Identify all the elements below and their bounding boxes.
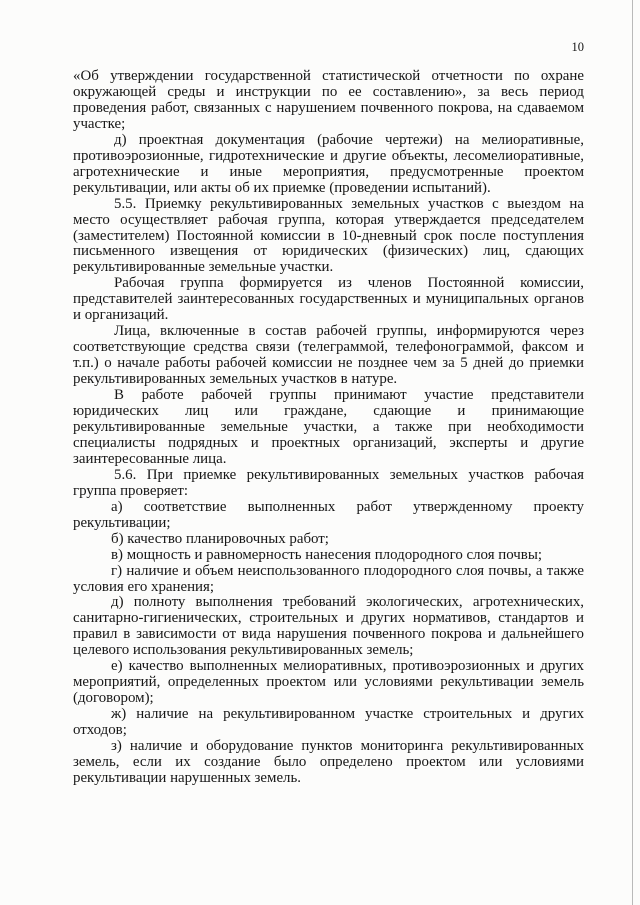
list-item-v: в) мощность и равномерность нанесения плодородного слоя почвы;	[111, 546, 542, 563]
document-body	[73, 69, 584, 787]
paragraph-5-6: 5.6. При приемке рекультивированных земельных участков рабочая группа проверяет:	[73, 466, 584, 499]
list-item-z: з) наличие и оборудование пунктов мониторинга рекультивированных земель, если их создание было определено проектом или условиями рекультивации нарушенных земель.	[73, 738, 584, 786]
paragraph-continuation: «Об утверждении государственной статистической отчетности по охране окружающей среды и инструкции по ее составлению», за весь период проведения работ, связанных с нарушением почвенного покрова, на сдаваемом участке;	[73, 68, 584, 132]
list-item-g: г) наличие и объем неиспользованного плодородного слоя почвы, а также условия его хранения;	[73, 562, 584, 595]
list-item-e: е) качество выполненных мелиоративных, противоэрозионных и других мероприятий, определенных проектом или условиями рекультивации земель (договором);	[73, 658, 584, 707]
paragraph-working-group: Рабочая группа формируется из членов Постоянной комиссии, представителей заинтересованных государственных и муниципальных органов и организаций.	[73, 275, 584, 324]
list-item-zh: ж) наличие на рекультивированном участке строительных и других отходов;	[73, 706, 584, 739]
page-number: 10	[571, 40, 584, 54]
paragraph-5-5: 5.5. Приемку рекультивированных земельных участков с выездом на место осуществляет рабочая группа, которая утверждается председателем (заместителем) Постоянной комиссии в 10-дневный срок после поступления письменного извещения от юридических (физических) лиц, сдающих рекультивированные земельные участки.	[73, 195, 584, 276]
paragraph-notification: Лица, включенные в состав рабочей группы, информируются через соответствующие средства связи (телеграммой, телефонограммой, факсом и т.п.) о начале работы рабочей комиссии не позднее чем за 5 дней до приемки рекультивированных земельных участков в натуре.	[73, 323, 584, 388]
page-edge-line	[632, 0, 633, 905]
paragraph-item-d: д) проектная документация (рабочие чертежи) на мелиоративные, противоэрозионные, гидротехнические и другие объекты, лесомелиоративные, агротехнические и иные мероприятия, предусмотренные проектом рекультивации, или акты об их приемке (проведении испытаний).	[73, 131, 584, 196]
list-item-d: д) полноту выполнения требований экологических, агротехнических, санитарно-гигиенических, строительных и других нормативов, стандартов и правил в зависимости от вида нарушения почвенного покрова и дальнейшего целевого использования рекультивированных земель;	[73, 594, 584, 659]
list-item-a: а) соответствие выполненных работ утвержденному проекту рекультивации;	[73, 498, 584, 531]
paragraph-participants: В работе рабочей группы принимают участие представители юридических лиц или граждане, сдающие и принимающие рекультивированные земельные участки, а также при необходимости специалисты подрядных и проектных организаций, эксперты и другие заинтересованные лица.	[73, 387, 584, 467]
list-item-b: б) качество планировочных работ;	[111, 530, 329, 547]
